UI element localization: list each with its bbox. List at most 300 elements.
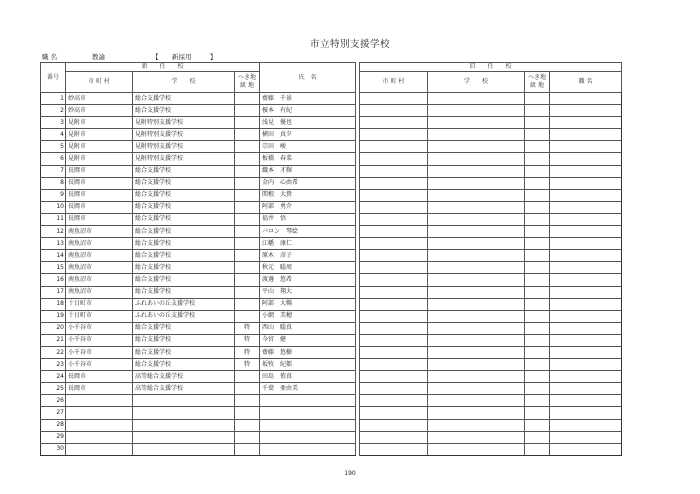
row-hekichi xyxy=(235,226,260,238)
row-name xyxy=(260,407,356,419)
row-city xyxy=(66,407,133,419)
row-hekichi xyxy=(235,165,260,177)
row-name xyxy=(260,419,356,431)
header-old-school: 学 校 xyxy=(428,72,525,93)
table-row xyxy=(41,346,622,358)
category-label: 新採用 xyxy=(172,53,192,61)
row-school: 総合支援学校 xyxy=(133,359,235,371)
row-hekichi xyxy=(235,395,260,407)
row-city: 長岡市 xyxy=(66,177,133,189)
row-old-city xyxy=(360,322,428,334)
table-row xyxy=(41,443,622,455)
row-old-school xyxy=(428,443,525,455)
table-row xyxy=(41,286,622,298)
row-school: 高等総合支援学校 xyxy=(133,383,235,395)
row-name: 渡邊 悠希 xyxy=(260,274,356,286)
row-old-city xyxy=(360,359,428,371)
page-number: 190 xyxy=(344,470,356,477)
row-old-hekichi xyxy=(525,117,550,129)
row-school: 総合支援学校 xyxy=(133,334,235,346)
row-city: 長岡市 xyxy=(66,165,133,177)
row-name: 織本 才輝 xyxy=(260,165,356,177)
row-number: 21 xyxy=(41,334,66,346)
row-position xyxy=(550,322,622,334)
row-hekichi xyxy=(235,274,260,286)
row-old-hekichi xyxy=(525,310,550,322)
header-old-hekichi xyxy=(525,72,550,93)
row-school: 総合支援学校 xyxy=(133,346,235,358)
bracket-open: 【 xyxy=(152,53,159,61)
row-school: 総合支援学校 xyxy=(133,226,235,238)
row-name: 横田 真夕 xyxy=(260,129,356,141)
row-school xyxy=(133,443,235,455)
row-name: 江幡 康仁 xyxy=(260,238,356,250)
row-position xyxy=(550,201,622,213)
row-position xyxy=(550,443,622,455)
row-old-hekichi xyxy=(525,238,550,250)
row-position xyxy=(550,346,622,358)
row-old-school xyxy=(428,395,525,407)
row-old-hekichi xyxy=(525,129,550,141)
row-position xyxy=(550,165,622,177)
row-old-city xyxy=(360,419,428,431)
row-old-school xyxy=(428,177,525,189)
row-old-hekichi xyxy=(525,262,550,274)
row-old-school xyxy=(428,213,525,225)
label-shokumei: 職 名 xyxy=(42,53,58,61)
row-name: 秋元 聡周 xyxy=(260,262,356,274)
row-city: 見附市 xyxy=(66,141,133,153)
table-row xyxy=(41,334,622,346)
row-hekichi xyxy=(235,371,260,383)
bracket-close: 】 xyxy=(210,53,217,61)
header-old-hekichi-line1: へき地 xyxy=(527,74,546,81)
row-hekichi xyxy=(235,117,260,129)
row-name xyxy=(260,395,356,407)
row-old-school xyxy=(428,141,525,153)
row-hekichi xyxy=(235,189,260,201)
row-position xyxy=(550,395,622,407)
row-school xyxy=(133,431,235,443)
row-old-hekichi xyxy=(525,226,550,238)
row-old-city xyxy=(360,105,428,117)
row-name: 宗田 峻 xyxy=(260,141,356,153)
row-position xyxy=(550,419,622,431)
row-position xyxy=(550,431,622,443)
row-hekichi xyxy=(235,383,260,395)
row-old-city xyxy=(360,286,428,298)
row-hekichi xyxy=(235,262,260,274)
row-old-hekichi xyxy=(525,274,550,286)
row-old-city xyxy=(360,213,428,225)
row-old-school xyxy=(428,105,525,117)
row-name: バロン 琴絵 xyxy=(260,226,356,238)
row-old-school xyxy=(428,250,525,262)
row-city: 見附市 xyxy=(66,153,133,165)
row-number: 28 xyxy=(41,419,66,431)
row-number: 25 xyxy=(41,383,66,395)
row-old-city xyxy=(360,431,428,443)
row-number: 7 xyxy=(41,165,66,177)
row-name: 齋藤 悠樹 xyxy=(260,346,356,358)
row-old-hekichi xyxy=(525,407,550,419)
row-old-school xyxy=(428,262,525,274)
row-hekichi xyxy=(235,141,260,153)
row-old-school xyxy=(428,286,525,298)
row-position xyxy=(550,371,622,383)
row-number: 6 xyxy=(41,153,66,165)
row-hekichi xyxy=(235,129,260,141)
row-position xyxy=(550,141,622,153)
row-name: 阿部 大暢 xyxy=(260,298,356,310)
row-old-city xyxy=(360,250,428,262)
row-name: 原木 彦子 xyxy=(260,250,356,262)
row-name: 金内 心由希 xyxy=(260,177,356,189)
row-old-city xyxy=(360,238,428,250)
row-position xyxy=(550,238,622,250)
header-hekichi xyxy=(235,72,260,93)
row-city: 小千谷市 xyxy=(66,346,133,358)
row-hekichi: 特 xyxy=(235,346,260,358)
header-name: 氏 名 xyxy=(260,63,356,93)
table-row xyxy=(41,298,622,310)
table-row xyxy=(41,189,622,201)
row-city: 長岡市 xyxy=(66,201,133,213)
row-old-hekichi xyxy=(525,93,550,105)
row-city: 十日町市 xyxy=(66,310,133,322)
row-position xyxy=(550,383,622,395)
row-old-hekichi xyxy=(525,189,550,201)
row-city: 妙高市 xyxy=(66,105,133,117)
table-row xyxy=(41,141,622,153)
table-row xyxy=(41,129,622,141)
row-old-hekichi xyxy=(525,443,550,455)
row-old-school xyxy=(428,431,525,443)
row-old-city xyxy=(360,93,428,105)
row-name: 今宮 健 xyxy=(260,334,356,346)
row-old-city xyxy=(360,310,428,322)
row-number: 30 xyxy=(41,443,66,455)
row-old-city xyxy=(360,346,428,358)
row-number: 5 xyxy=(41,141,66,153)
table-row xyxy=(41,105,622,117)
row-old-hekichi xyxy=(525,141,550,153)
table-row xyxy=(41,371,622,383)
row-old-hekichi xyxy=(525,286,550,298)
table-row xyxy=(41,359,622,371)
row-city: 小千谷市 xyxy=(66,359,133,371)
row-city xyxy=(66,443,133,455)
row-old-school xyxy=(428,407,525,419)
row-name: 板橋 春菜 xyxy=(260,153,356,165)
row-old-hekichi xyxy=(525,383,550,395)
row-school: 総合支援学校 xyxy=(133,93,235,105)
table-body xyxy=(41,93,622,456)
row-school: ふれあいの丘支援学校 xyxy=(133,310,235,322)
table-row xyxy=(41,226,622,238)
row-old-school xyxy=(428,153,525,165)
row-old-city xyxy=(360,129,428,141)
row-old-hekichi xyxy=(525,334,550,346)
row-hekichi xyxy=(235,213,260,225)
row-old-school xyxy=(428,201,525,213)
row-old-school xyxy=(428,298,525,310)
row-hekichi: 特 xyxy=(235,334,260,346)
header-old-hekichi-line2: 級 地 xyxy=(530,82,544,89)
row-old-hekichi xyxy=(525,371,550,383)
row-city: 南魚沼市 xyxy=(66,262,133,274)
row-name: 阿部 勇介 xyxy=(260,201,356,213)
row-name: 千葉 亜由美 xyxy=(260,383,356,395)
row-old-city xyxy=(360,334,428,346)
document-title: 市立特別支援学校 xyxy=(309,39,390,50)
row-city: 南魚沼市 xyxy=(66,226,133,238)
row-position xyxy=(550,226,622,238)
row-position xyxy=(550,298,622,310)
row-old-hekichi xyxy=(525,346,550,358)
row-old-hekichi xyxy=(525,431,550,443)
row-school: 総合支援学校 xyxy=(133,165,235,177)
header-position: 職 名 xyxy=(550,72,622,93)
header-new-school-group: 新 任 校 xyxy=(66,63,260,72)
row-old-city xyxy=(360,153,428,165)
row-position xyxy=(550,213,622,225)
row-position xyxy=(550,117,622,129)
row-number: 26 xyxy=(41,395,66,407)
row-hekichi xyxy=(235,238,260,250)
row-position xyxy=(550,359,622,371)
row-city xyxy=(66,419,133,431)
row-position xyxy=(550,310,622,322)
header-old-city: 市 町 村 xyxy=(360,72,428,93)
row-position xyxy=(550,177,622,189)
row-old-hekichi xyxy=(525,250,550,262)
row-city: 南魚沼市 xyxy=(66,250,133,262)
row-city: 長岡市 xyxy=(66,213,133,225)
row-number: 29 xyxy=(41,431,66,443)
row-school: 高等総合支援学校 xyxy=(133,371,235,383)
row-city: 南魚沼市 xyxy=(66,274,133,286)
row-old-school xyxy=(428,322,525,334)
row-position xyxy=(550,334,622,346)
row-school xyxy=(133,407,235,419)
row-school: 見附特別支援学校 xyxy=(133,129,235,141)
row-city: 小千谷市 xyxy=(66,322,133,334)
row-city: 見附市 xyxy=(66,129,133,141)
row-old-hekichi xyxy=(525,298,550,310)
row-old-school xyxy=(428,334,525,346)
row-hekichi xyxy=(235,419,260,431)
header-number: 番号 xyxy=(41,63,66,93)
row-position xyxy=(550,153,622,165)
row-school: 総合支援学校 xyxy=(133,286,235,298)
table-row xyxy=(41,322,622,334)
row-city: 長岡市 xyxy=(66,371,133,383)
row-old-city xyxy=(360,262,428,274)
table-row xyxy=(41,310,622,322)
table-row xyxy=(41,407,622,419)
personnel-table xyxy=(40,62,622,456)
row-hekichi xyxy=(235,153,260,165)
row-hekichi xyxy=(235,407,260,419)
table-row xyxy=(41,419,622,431)
row-position xyxy=(550,105,622,117)
row-number: 16 xyxy=(41,274,66,286)
row-hekichi xyxy=(235,431,260,443)
row-school: 総合支援学校 xyxy=(133,201,235,213)
row-school: 総合支援学校 xyxy=(133,274,235,286)
row-number: 19 xyxy=(41,310,66,322)
row-position xyxy=(550,129,622,141)
row-number: 11 xyxy=(41,213,66,225)
row-hekichi xyxy=(235,105,260,117)
row-old-city xyxy=(360,383,428,395)
row-old-city xyxy=(360,201,428,213)
header-hekichi-line1: へき地 xyxy=(237,74,256,81)
shokumei-value: 教諭 xyxy=(92,53,105,61)
row-old-city xyxy=(360,443,428,455)
row-name xyxy=(260,431,356,443)
row-old-hekichi xyxy=(525,153,550,165)
header-old-school-group: 旧 任 校 xyxy=(360,63,622,72)
row-school: 総合支援学校 xyxy=(133,250,235,262)
row-old-school xyxy=(428,93,525,105)
row-old-school xyxy=(428,117,525,129)
row-number: 9 xyxy=(41,189,66,201)
row-old-school xyxy=(428,346,525,358)
row-old-city xyxy=(360,395,428,407)
row-old-city xyxy=(360,371,428,383)
row-old-city xyxy=(360,226,428,238)
row-hekichi xyxy=(235,286,260,298)
row-name: 坂牧 紀都 xyxy=(260,359,356,371)
row-old-hekichi xyxy=(525,322,550,334)
row-number: 15 xyxy=(41,262,66,274)
row-hekichi xyxy=(235,201,260,213)
table-row xyxy=(41,117,622,129)
row-school: 総合支援学校 xyxy=(133,238,235,250)
row-old-school xyxy=(428,129,525,141)
row-old-school xyxy=(428,238,525,250)
row-old-school xyxy=(428,189,525,201)
row-number: 3 xyxy=(41,117,66,129)
row-old-city xyxy=(360,177,428,189)
row-old-school xyxy=(428,419,525,431)
row-number: 20 xyxy=(41,322,66,334)
row-school: 総合支援学校 xyxy=(133,213,235,225)
row-position xyxy=(550,262,622,274)
row-number: 13 xyxy=(41,238,66,250)
table-row xyxy=(41,250,622,262)
row-hekichi xyxy=(235,298,260,310)
row-old-school xyxy=(428,310,525,322)
row-old-hekichi xyxy=(525,105,550,117)
table-row xyxy=(41,383,622,395)
table-row xyxy=(41,431,622,443)
row-name: 齋藤 千景 xyxy=(260,93,356,105)
row-number: 22 xyxy=(41,346,66,358)
row-school: 見附特別支援学校 xyxy=(133,117,235,129)
row-name xyxy=(260,443,356,455)
row-name: 平山 翔大 xyxy=(260,286,356,298)
row-hekichi xyxy=(235,93,260,105)
row-city: 妙高市 xyxy=(66,93,133,105)
row-hekichi xyxy=(235,310,260,322)
table-row xyxy=(41,153,622,165)
row-old-school xyxy=(428,226,525,238)
row-number: 14 xyxy=(41,250,66,262)
row-hekichi xyxy=(235,443,260,455)
row-city xyxy=(66,431,133,443)
table-row xyxy=(41,165,622,177)
row-old-city xyxy=(360,298,428,310)
row-position xyxy=(550,274,622,286)
row-name: 関根 大貴 xyxy=(260,189,356,201)
header-school: 学 校 xyxy=(133,72,235,93)
row-city: 見附市 xyxy=(66,117,133,129)
row-position xyxy=(550,189,622,201)
header-city: 市 町 村 xyxy=(66,72,133,93)
row-old-city xyxy=(360,141,428,153)
row-number: 1 xyxy=(41,93,66,105)
row-hekichi: 特 xyxy=(235,322,260,334)
row-old-city xyxy=(360,117,428,129)
row-number: 8 xyxy=(41,177,66,189)
row-city: 長岡市 xyxy=(66,189,133,201)
row-school: 見附特別支援学校 xyxy=(133,141,235,153)
row-old-school xyxy=(428,359,525,371)
row-school: 総合支援学校 xyxy=(133,177,235,189)
row-old-hekichi xyxy=(525,177,550,189)
row-old-school xyxy=(428,165,525,177)
row-old-city xyxy=(360,189,428,201)
table-row xyxy=(41,213,622,225)
row-old-hekichi xyxy=(525,395,550,407)
row-old-school xyxy=(428,274,525,286)
table-row xyxy=(41,93,622,105)
row-school xyxy=(133,395,235,407)
row-hekichi xyxy=(235,250,260,262)
row-old-school xyxy=(428,383,525,395)
row-position xyxy=(550,93,622,105)
row-number: 27 xyxy=(41,407,66,419)
row-city: 十日町市 xyxy=(66,298,133,310)
row-old-hekichi xyxy=(525,213,550,225)
table-row xyxy=(41,238,622,250)
row-school xyxy=(133,419,235,431)
row-name: 西山 聡真 xyxy=(260,322,356,334)
table-row xyxy=(41,201,622,213)
table-row xyxy=(41,177,622,189)
row-number: 17 xyxy=(41,286,66,298)
row-name: 榎本 有紀 xyxy=(260,105,356,117)
row-name: 小網 美穂 xyxy=(260,310,356,322)
header-hekichi-line2: 級 地 xyxy=(240,82,254,89)
row-old-hekichi xyxy=(525,201,550,213)
row-name: 浅見 優也 xyxy=(260,117,356,129)
row-old-city xyxy=(360,165,428,177)
row-city: 南魚沼市 xyxy=(66,238,133,250)
row-school: 見附特別支援学校 xyxy=(133,153,235,165)
row-number: 18 xyxy=(41,298,66,310)
row-old-city xyxy=(360,407,428,419)
row-position xyxy=(550,250,622,262)
row-number: 24 xyxy=(41,371,66,383)
row-school: 総合支援学校 xyxy=(133,189,235,201)
row-name: 田島 侑真 xyxy=(260,371,356,383)
row-old-school xyxy=(428,371,525,383)
row-number: 4 xyxy=(41,129,66,141)
